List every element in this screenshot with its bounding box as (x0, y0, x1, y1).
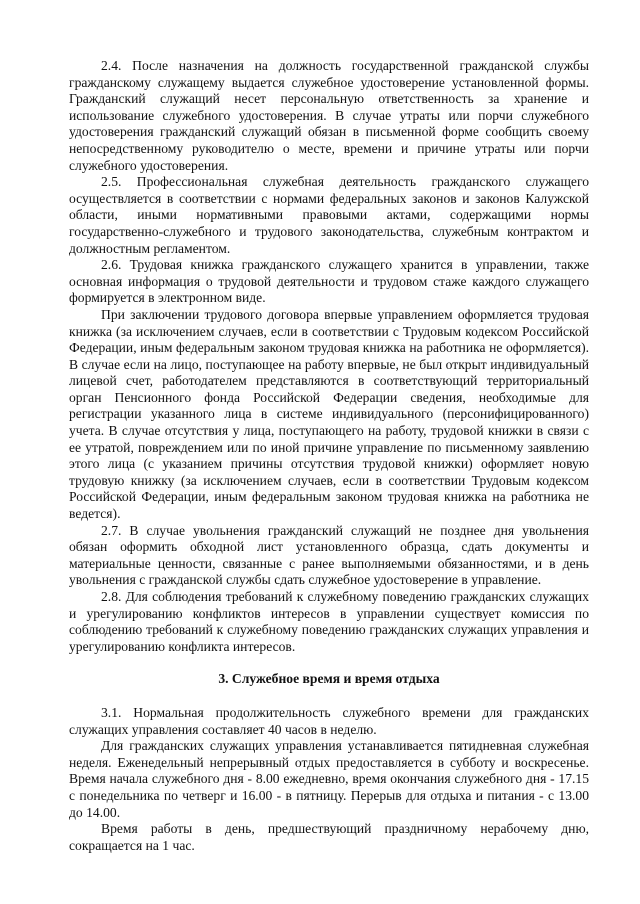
paragraph-3-1-workweek: Для гражданских служащих управления устанавливается пятидневная служебная неделя. Еженедельный непрерывный отдых предоставляется в субботу и воскресенье. Время начала служебного дня - 8.00 ежедневно, время окончания служебного дня - 17.15 с понедельника по четверг и 16.00 - в пятницу. Перерыв для отдыха и питания - с 13.00 до 14.00. (69, 738, 589, 820)
paragraph-2-6-continued: При заключении трудового договора впервые управлением оформляется трудовая книжка (за исключением случаев, если в соответствии с Трудовым кодексом Российской Федерации, иным федеральным законом трудовая книжка на работника не оформляется). В случае если на лицо, поступающее на работу впервые, не был открыт индивидуальный лицевой счет, работодателем представляются в соответствующий территориальный орган Пенсионного фонда Российской Федерации сведения, необходимые для регистрации указанного лица в системе индивидуального (персонифицированного) учета. В случае отсутствия у лица, поступающего на работу, трудовой книжки в связи с ее утратой, повреждением или по иной причине управление по письменному заявлению этого лица (с указанием причины отсутствия трудовой книжки) оформляет новую трудовую книжку (за исключением случаев, если в соответствии Трудовым кодексом Российской Федерации, иным федеральным законом трудовая книжка на работника не ведется). (69, 306, 589, 522)
paragraph-3-1: 3.1. Нормальная продолжительность служебного времени для гражданских служащих управления составляет 40 часов в неделю. (69, 704, 589, 737)
paragraph-2-4: 2.4. После назначения на должность государственной гражданской службы гражданскому служащему выдается служебное удостоверение установленной формы. Гражданский служащий несет персональную ответственность за хранение и использование служебного удостоверения. В случае утраты или порчи служебного удостоверения гражданский служащий обязан в письменной форме сообщить своему непосредственному руководителю о месте, времени и причине утраты или порчи служебного удостоверения. (69, 58, 589, 173)
paragraph-2-6: 2.6. Трудовая книжка гражданского служащего хранится в управлении, также основная информация о трудовой деятельности и трудовом стаже каждого служащего формируется в электронном виде. (69, 257, 589, 306)
paragraph-2-5: 2.5. Профессиональная служебная деятельность гражданского служащего осуществляется в соответствии с нормами федеральных законов и законов Калужской области, иными нормативными правовыми актами, содержащими нормы государственно-служебного и трудового законодательства, служебным контрактом и должностным регламентом. (69, 174, 589, 256)
paragraph-2-7: 2.7. В случае увольнения гражданский служащий не позднее дня увольнения обязан оформить обходной лист установленного образца, сдать документы и материальные ценности, связанные с ранее выполняемыми обязанностями, и в день увольнения с гражданской службы сдать служебное удостоверение в управление. (69, 522, 589, 588)
section-3-heading: 3. Служебное время и время отдыха (218, 671, 440, 687)
paragraph-2-8: 2.8. Для соблюдения требований к служебному поведению гражданских служащих и урегулированию конфликтов интересов в управлении существует комиссия по соблюдению требований к служебному поведению гражданских служащих управления и урегулированию конфликта интересов. (69, 589, 589, 654)
document-page (69, 58, 589, 854)
paragraph-3-1-preholiday: Время работы в день, предшествующий праздничному нерабочему дню, сокращается на 1 час. (69, 821, 589, 853)
